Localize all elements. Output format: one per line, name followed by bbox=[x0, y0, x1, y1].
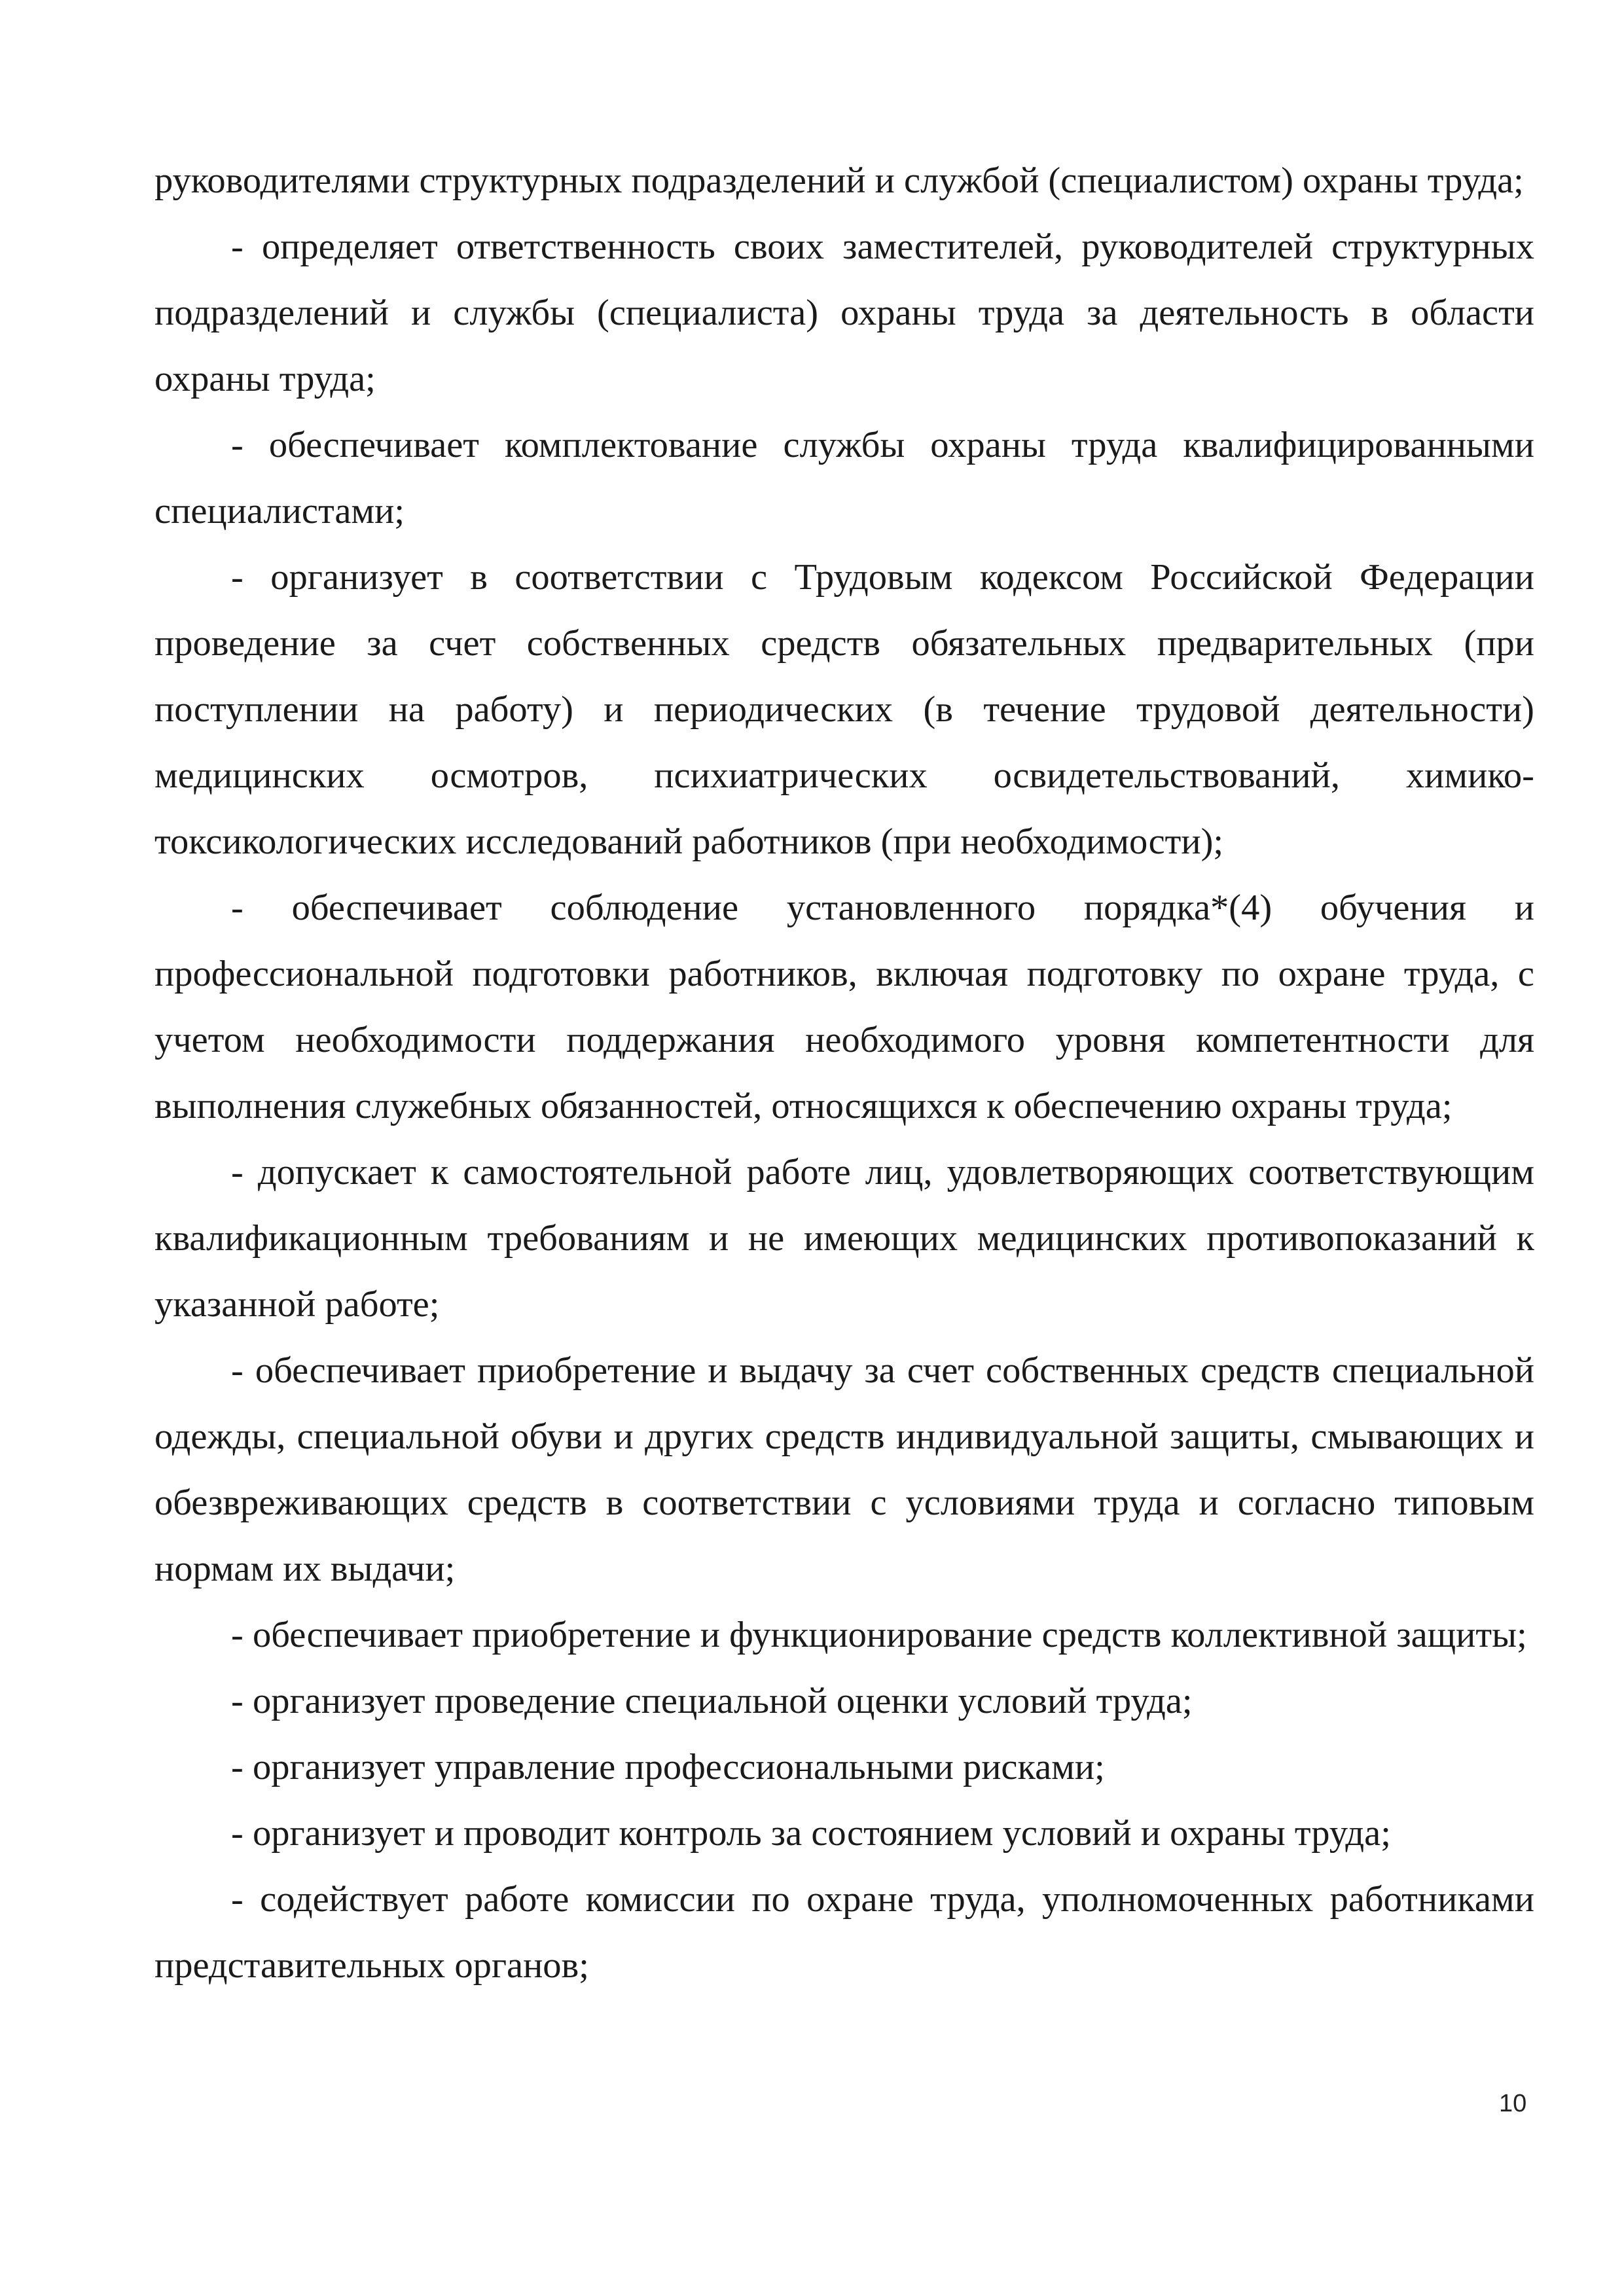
list-item: - содействует работе комиссии по охране труда, уполномоченных работниками представительных органов; bbox=[154, 1879, 1534, 1986]
list-item: - обеспечивает приобретение и выдачу за счет собственных средств специальной одежды, специальной обуви и других средств индивидуальной защиты, смывающих и обезвреживающих средств в соответствии с условиями труда и согласно типовым нормам их выдачи; bbox=[154, 1350, 1534, 1589]
list-item: - обеспечивает комплектование службы охраны труда квалифицированными специалистами; bbox=[154, 425, 1534, 531]
paragraph-continuation: руководителями структурных подразделений и службой (специалистом) охраны труда; bbox=[154, 160, 1524, 201]
page-number: 10 bbox=[1499, 2090, 1527, 2117]
list-item: - организует проведение специальной оценки условий труда; bbox=[231, 1681, 1193, 1721]
list-item: - организует в соответствии с Трудовым кодексом Российской Федерации проведение за счет собственных средств обязательных предварительных (при поступлении на работу) и периодических (в течение трудовой деятельности) медицинских осмотров, психиатрических освидетельствований, химико-токсикологических исследований работников (при необходимости); bbox=[154, 557, 1534, 862]
list-item: - обеспечивает приобретение и функционирование средств коллективной защиты; bbox=[231, 1615, 1527, 1655]
list-item: - допускает к самостоятельной работе лиц, удовлетворяющих соответствующим квалификационным требованиям и не имеющих медицинских противопоказаний к указанной работе; bbox=[154, 1152, 1534, 1325]
list-item: - определяет ответственность своих заместителей, руководителей структурных подразделений и службы (специалиста) охраны труда за деятельность в области охраны труда; bbox=[154, 226, 1534, 399]
list-item: - организует и проводит контроль за состоянием условий и охраны труда; bbox=[231, 1813, 1391, 1854]
list-item: - организует управление профессиональными рисками; bbox=[231, 1747, 1105, 1787]
list-item: - обеспечивает соблюдение установленного порядка*(4) обучения и профессиональной подготовки работников, включая подготовку по охране труда, с учетом необходимости поддержания необходимого уровня компетентности для выполнения служебных обязанностей, относящихся к обеспечению охраны труда; bbox=[154, 888, 1534, 1126]
document-body bbox=[154, 148, 1534, 1999]
